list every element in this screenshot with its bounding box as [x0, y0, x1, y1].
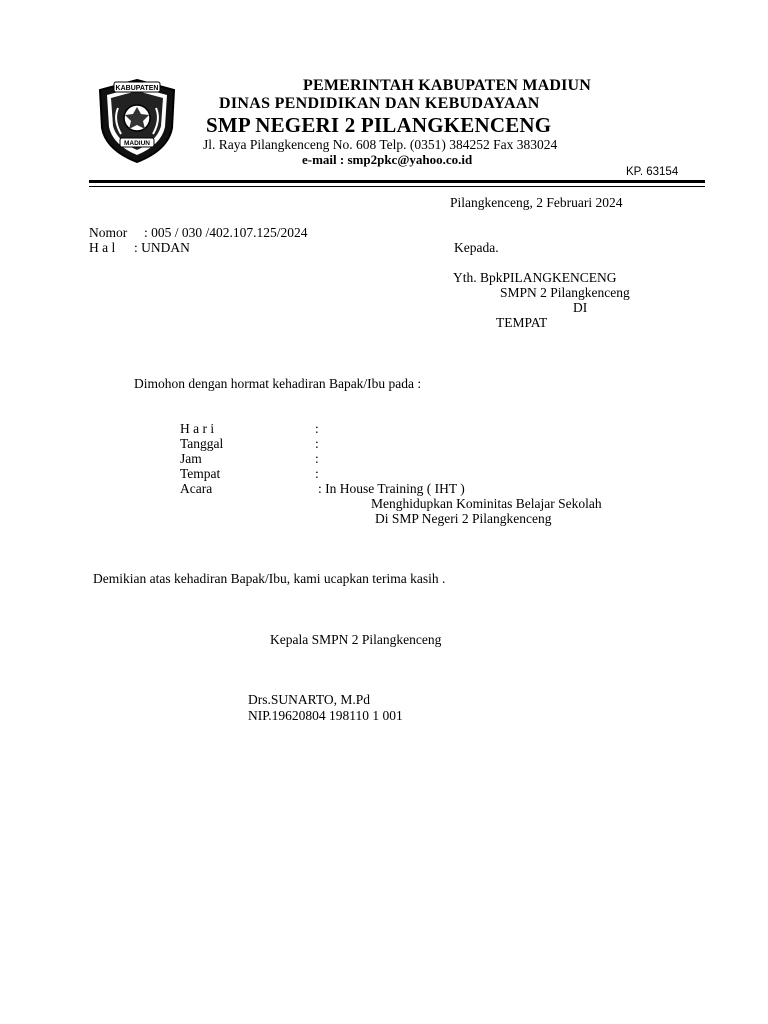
signature-title: Kepala SMPN 2 Pilangkenceng [270, 632, 442, 647]
detail-hari-label: H a r i [180, 421, 215, 436]
detail-acara-value: : In House Training ( IHT ) [318, 481, 465, 496]
svg-text:MADIUN: MADIUN [124, 140, 150, 147]
detail-tanggal-value: : [315, 436, 319, 451]
svg-text:KABUPATEN: KABUPATEN [115, 85, 159, 92]
intro-paragraph: Dimohon dengan hormat kehadiran Bapak/Ibu pada : [134, 376, 422, 391]
signature-nip: NIP.19620804 198110 1 001 [248, 708, 403, 723]
recipient-tempat: TEMPAT [496, 315, 548, 330]
letterhead-email: e-mail : smp2pkc@yahoo.co.id [302, 152, 473, 167]
letterhead-department: DINAS PENDIDIKAN DAN KEBUDAYAAN [219, 95, 540, 112]
detail-tempat-value: : [315, 466, 319, 481]
letterhead-government: PEMERINTAH KABUPATEN MADIUN [303, 77, 592, 94]
closing-paragraph: Demikian atas kehadiran Bapak/Ibu, kami ucapkan terima kasih . [93, 571, 446, 586]
kabupaten-madiun-emblem [96, 78, 178, 164]
letter-date: Pilangkenceng, 2 Februari 2024 [450, 195, 623, 210]
detail-acara-line2: Menghidupkan Kominitas Belajar Sekolah [371, 496, 602, 511]
detail-hari-value: : [315, 421, 319, 436]
letterhead-school-name: SMP NEGERI 2 PILANGKENCENG [206, 113, 552, 137]
detail-tanggal-label: Tanggal [180, 436, 224, 451]
recipient-kepada: Kepada. [454, 240, 499, 255]
recipient-di: DI [573, 300, 588, 315]
nomor-value: : 005 / 030 /402.107.125/2024 [144, 225, 308, 240]
hal-value: : UNDAN [134, 240, 190, 255]
nomor-label: Nomor [89, 225, 128, 240]
letterhead-divider-thin [89, 186, 705, 187]
detail-acara-label: Acara [180, 481, 213, 496]
detail-acara-line3: Di SMP Negeri 2 Pilangkenceng [375, 511, 552, 526]
detail-tempat-label: Tempat [180, 466, 221, 481]
recipient-school: SMPN 2 Pilangkenceng [500, 285, 630, 300]
detail-jam-value: : [315, 451, 319, 466]
postal-code: KP. 63154 [626, 166, 679, 178]
hal-label: H a l [89, 240, 116, 255]
letterhead-address: Jl. Raya Pilangkenceng No. 608 Telp. (0351) 384252 Fax 383024 [203, 137, 558, 152]
signature-name: Drs.SUNARTO, M.Pd [248, 692, 370, 707]
letterhead-divider-thick [89, 180, 705, 183]
detail-jam-label: Jam [180, 451, 202, 466]
recipient-yth: Yth. BpkPILANGKENCENG [453, 270, 617, 285]
